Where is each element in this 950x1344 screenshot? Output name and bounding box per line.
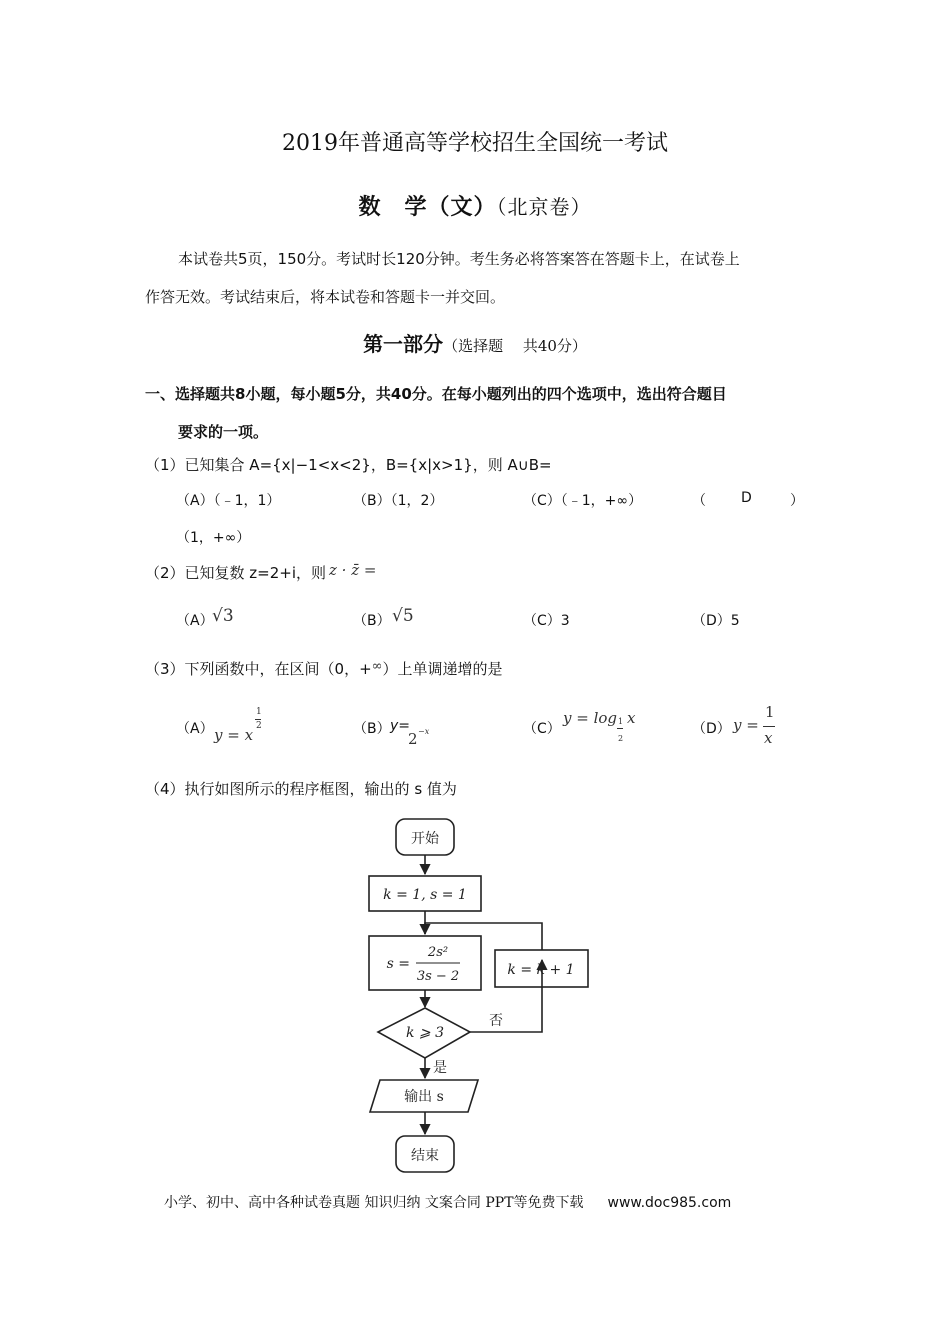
q3-option-b-value: 2 xyxy=(408,730,418,748)
flow-start-text: 开始 xyxy=(411,831,439,847)
q2-option-d: （D）5 xyxy=(692,613,740,629)
flow-assign-lhs: s = xyxy=(386,956,410,972)
q2-expression: z · z̄ = xyxy=(329,561,377,579)
q1-option-d-open: （ xyxy=(692,493,706,509)
q3-option-c-sub-num: 1 xyxy=(618,717,624,726)
q3-option-b-exp: −x xyxy=(418,727,430,736)
section-one-line-2: 要求的一项。 xyxy=(178,423,269,441)
q3-option-a-exp-num: 1 xyxy=(256,707,262,717)
part-one-title xyxy=(0,328,950,357)
subtitle-sub: （北京卷） xyxy=(496,195,592,219)
q2-option-a-value: √3 xyxy=(212,606,234,626)
q1-option-d-value: （1，+∞） xyxy=(176,530,251,546)
q1-stem: （1）已知集合 A={x|−1<x<2}，B={x|x>1}，则 A∪B= xyxy=(145,456,552,474)
q3-option-c-value: y = log xyxy=(563,709,618,727)
q4-stem: （4）执行如图所示的程序框图，输出的 s 值为 xyxy=(145,780,457,798)
q3-stem-post: ）上单调递增的是 xyxy=(382,660,503,678)
q3-option-c-x: x xyxy=(627,709,636,727)
q3-infinity: ∞ xyxy=(371,659,383,674)
section-one-line-1: 一、选择题共8小题，每小题5分，共40分。在每小题列出的四个选项中，选出符合题目 xyxy=(145,385,727,403)
q3-option-a-exp-bar xyxy=(255,719,261,720)
q3-option-c-sub-bar xyxy=(617,728,623,729)
part-one-label: 第一部分 xyxy=(363,332,444,356)
q2-option-b-label: （B） xyxy=(353,613,391,629)
q1-option-d-close: ） xyxy=(790,493,804,509)
q2-option-b-value: √5 xyxy=(392,606,414,626)
q3-option-d-den: x xyxy=(764,729,773,747)
q3-option-b-label: （B） xyxy=(353,721,391,737)
q3-option-d-bar xyxy=(763,726,775,727)
flow-end-text: 结束 xyxy=(411,1148,439,1164)
flow-assign-den: 3s − 2 xyxy=(416,969,460,984)
flow-output-text: 输出 s xyxy=(404,1089,444,1105)
part-one-note: （选择题 共40分） xyxy=(443,337,587,355)
q2-option-a-label: （A） xyxy=(176,613,214,629)
exam-title: 2019年普通高等学校招生全国统一考试 xyxy=(282,131,668,156)
flow-increment-text: k = k + 1 xyxy=(507,962,575,978)
instructions-line-2: 作答无效。考试结束后，将本试卷和答题卡一并交回。 xyxy=(145,288,506,306)
instructions-line-1: 本试卷共5页，150分。考试时长120分钟。考生务必将答案答在答题卡上，在试卷上 xyxy=(178,250,740,268)
q1-option-d-label: D xyxy=(741,490,752,506)
q1-option-b: （B）（1，2） xyxy=(353,493,444,509)
q3-option-b-y: y= xyxy=(390,718,411,734)
q1-option-a: （A）（﹣1，1） xyxy=(176,493,281,509)
q2-stem: （2）已知复数 z=2+i，则 xyxy=(145,564,327,582)
q3-option-a-label: （A） xyxy=(176,721,214,737)
q1-option-c: （C）（﹣1，+∞） xyxy=(523,493,643,509)
q3-option-c-label: （C） xyxy=(523,721,561,737)
q3-option-d-num: 1 xyxy=(765,703,775,721)
flow-condition-text: k ⩾ 3 xyxy=(405,1025,445,1041)
q3-option-c-sub-den: 2 xyxy=(618,734,624,743)
program-flowchart xyxy=(360,810,600,1180)
footer xyxy=(164,1192,731,1212)
flow-no-label: 否 xyxy=(489,1013,503,1029)
q3-stem xyxy=(145,658,503,679)
footer-text: 小学、初中、高中各种试卷真题 知识归纳 文案合同 PPT等免费下载 xyxy=(164,1195,584,1211)
q3-option-d-y: y = xyxy=(733,716,759,734)
q3-stem-pre: （3）下列函数中，在区间（0，+ xyxy=(145,660,372,678)
subtitle-main: 数 学（文） xyxy=(358,194,497,220)
flow-assign-num: 2s² xyxy=(427,945,449,960)
q3-option-a-exp-den: 2 xyxy=(256,721,262,731)
q3-option-a-base: y = x xyxy=(214,726,254,744)
flow-yes-label: 是 xyxy=(433,1060,447,1076)
q2-option-c: （C）3 xyxy=(523,613,570,629)
exam-subtitle xyxy=(0,190,950,221)
flow-init-text: k = 1, s = 1 xyxy=(383,887,467,903)
footer-url[interactable]: www.doc985.com xyxy=(607,1195,732,1211)
q3-option-d-label: （D） xyxy=(692,721,731,737)
